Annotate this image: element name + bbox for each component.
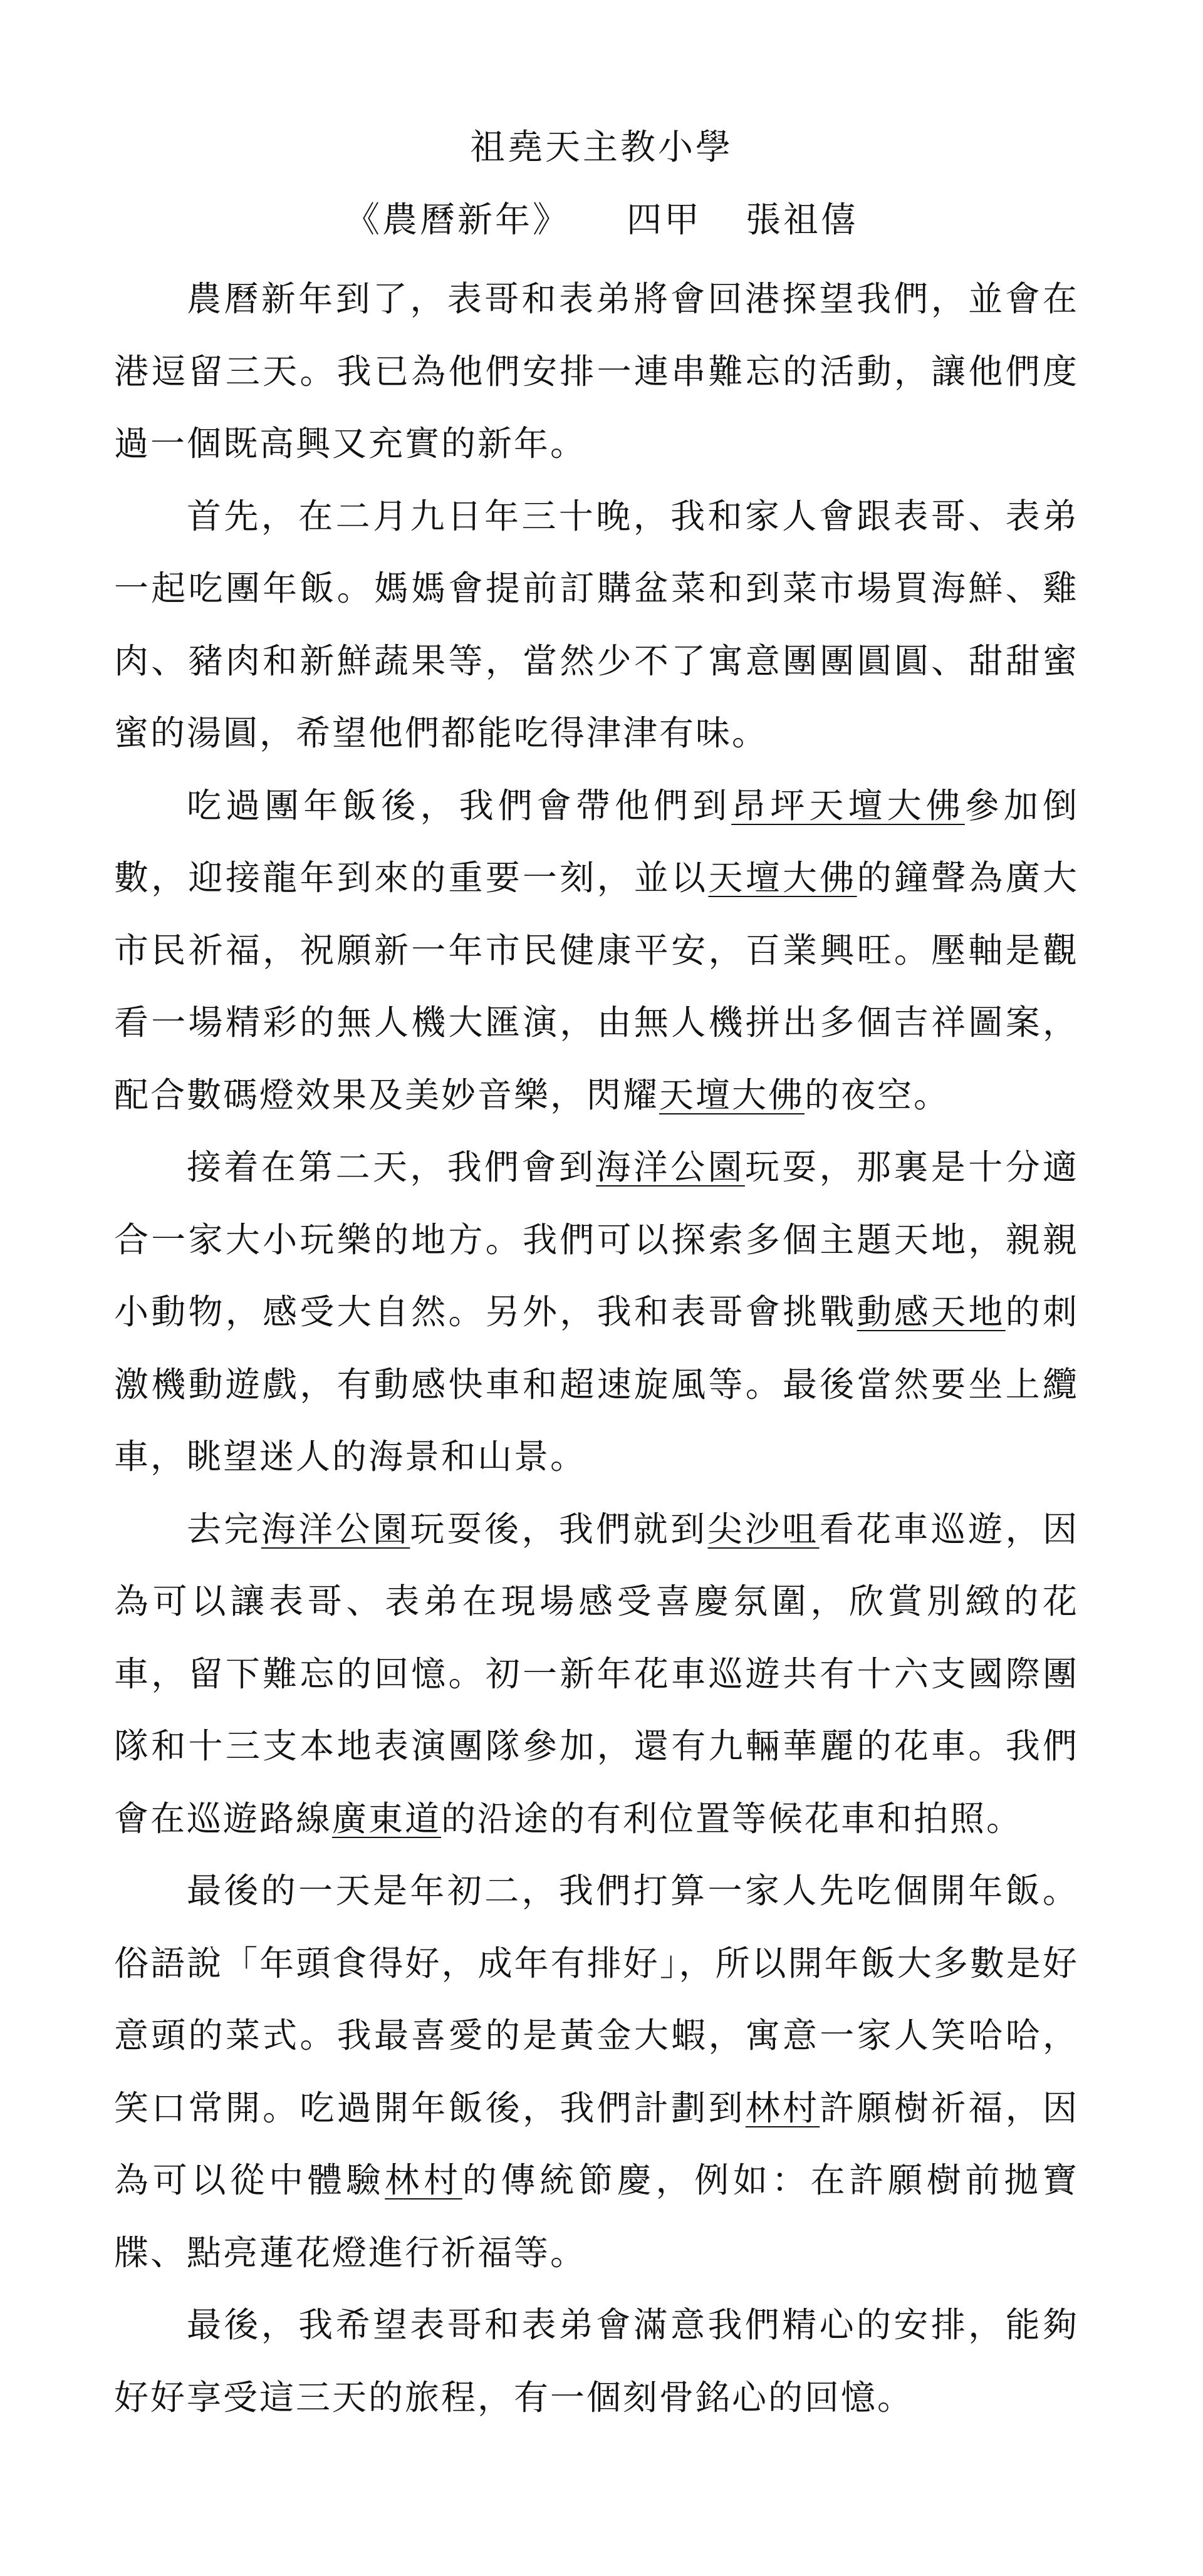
- author-name: 張祖僖: [746, 200, 858, 241]
- essay-body: [114, 263, 1079, 2434]
- proper-noun: 天壇大佛: [708, 858, 857, 898]
- text-run: 玩耍，那裏是十分適合一家大小玩樂的地方。我們可以探索多個主題天地，親親小動物，感受大自然。另外，我和表哥會挑戰: [114, 1147, 1079, 1332]
- text-run: 去完: [187, 1509, 261, 1549]
- essay-heading: [0, 195, 1203, 246]
- text-run: 首先，在二月九日年三十晚，我和家人會跟表哥、表弟一起吃團年飯。媽媽會提前訂購盆菜和到菜市場買海鮮、雞肉、豬肉和新鮮蔬果等，當然少不了寓意團團圓圓、甜甜蜜蜜的湯圓，希望他們都能吃得津津有味。: [114, 496, 1079, 753]
- paragraph: [114, 770, 1079, 1132]
- proper-noun: 林村: [745, 2087, 820, 2128]
- paragraph: [114, 2289, 1079, 2434]
- class-name: 四甲: [627, 200, 702, 241]
- proper-noun: 昂坪天壇大佛: [731, 785, 965, 826]
- proper-noun: 天壇大佛: [659, 1074, 805, 1115]
- text-run: 最後，我希望表哥和表弟會滿意我們精心的安排，能夠好好享受這三天的旅程，有一個刻骨銘心的回憶。: [114, 2305, 1079, 2418]
- paragraph: [114, 1493, 1079, 1856]
- text-run: 的夜空。: [805, 1074, 950, 1115]
- paragraph: [114, 1131, 1079, 1493]
- text-run: 玩耍後，我們就到: [410, 1509, 708, 1549]
- proper-noun: 海洋公園: [261, 1509, 410, 1549]
- text-run: 參加倒數，迎接龍年到來的重要一刻，並以: [114, 785, 1079, 898]
- text-run: 的刺激機動遊戲，有動感快車和超速旋風等。最後當然要坐上纜車，眺望迷人的海景和山景。: [114, 1292, 1079, 1477]
- text-run: 的鐘聲為廣大市民祈福，祝願新一年市民健康平安，百業興旺。壓軸是觀看一場精彩的無人機大匯演，由無人機拼出多個吉祥圖案，配合數碼燈效果及美妙音樂，閃耀: [114, 858, 1079, 1115]
- paragraph: [114, 480, 1079, 770]
- text-run: 看花車巡遊，因為可以讓表哥、表弟在現場感受喜慶氛圍，欣賞別緻的花車，留下難忘的回憶。初一新年花車巡遊共有十六支國際團隊和十三支本地表演團隊參加，還有九輛華麗的花車。我們會在巡遊路線: [114, 1509, 1079, 1839]
- text-run: 最後的一天是年初二，我們打算一家人先吃個開年飯。俗語說「年頭食得好，成年有排好」，所以開年飯大多數是好意頭的菜式。我最喜愛的是黃金大蝦，寓意一家人笑哈哈，笑口常開。吃過開年飯後，我們計劃到: [114, 1871, 1079, 2128]
- text-run: 吃過團年飯後，我們會帶他們到: [187, 785, 732, 826]
- text-run: 接着在第二天，我們會到: [187, 1147, 596, 1187]
- text-run: 許願樹祈福，因為可以從中體驗: [114, 2087, 1079, 2200]
- proper-noun: 尖沙咀: [707, 1509, 820, 1549]
- proper-noun: 海洋公園: [596, 1147, 745, 1187]
- school-name: 祖堯天主教小學: [470, 127, 733, 168]
- proper-noun: 動感天地: [857, 1292, 1006, 1332]
- essay-title: 《農曆新年》: [345, 200, 570, 241]
- text-run: 的傳統節慶，例如：在許願樹前拋寶牒、點亮蓮花燈進行祈福等。: [114, 2160, 1079, 2273]
- paragraph: [114, 1855, 1079, 2289]
- proper-noun: 廣東道: [332, 1798, 442, 1839]
- proper-noun: 林村: [385, 2160, 462, 2200]
- text-run: 的沿途的有利位置等候花車和拍照。: [441, 1798, 1023, 1839]
- text-run: 農曆新年到了，表哥和表弟將會回港探望我們，並會在港逗留三天。我已為他們安排一連串難忘的活動，讓他們度過一個既高興又充實的新年。: [114, 279, 1079, 464]
- paragraph: [114, 263, 1079, 480]
